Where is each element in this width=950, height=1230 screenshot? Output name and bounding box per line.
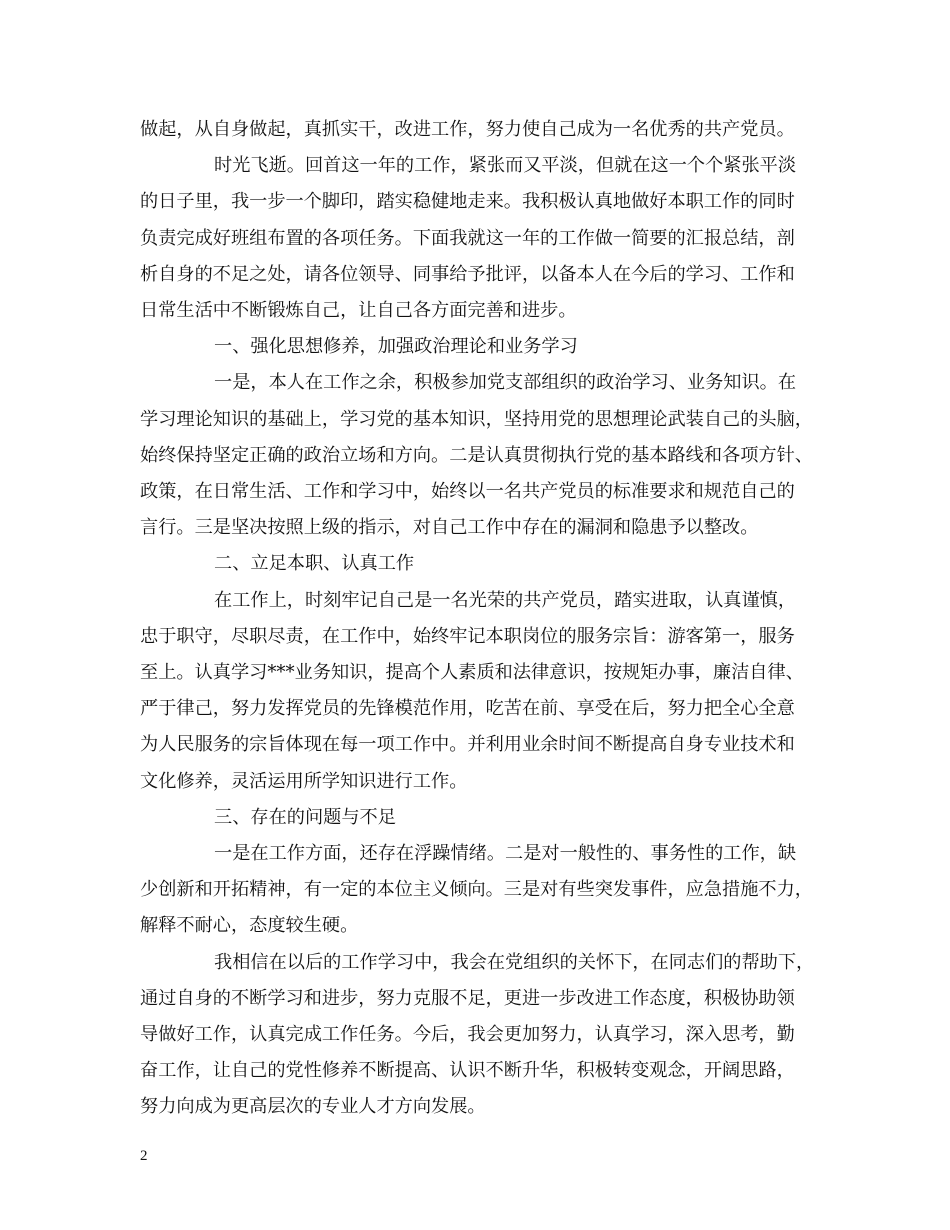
text-line: 为人民服务的宗旨体现在每一项工作中。并利用业余时间不断提高自身专业技术和: [140, 734, 795, 756]
text-line: 政策，在日常生活、工作和学习中，始终以一名共产党员的标准要求和规范自己的: [140, 481, 795, 502]
text-line: 一、强化思想修养，加强政治理论和业务学习: [214, 336, 578, 358]
text-line: 三、存在的问题与不足: [214, 806, 396, 828]
text-line: 文化修养，灵活运用所学知识进行工作。: [140, 770, 468, 792]
text-line: 二、立足本职、认真工作: [214, 553, 415, 575]
text-line: 言行。三是坚决按照上级的指示，对自己工作中存在的漏洞和隐患予以整改。: [140, 517, 759, 539]
text-line: 在工作上，时刻牢记自己是一名光荣的共产党员，踏实进取，认真谨慎，: [214, 589, 797, 611]
text-line: 导做好工作，认真完成工作任务。今后，我会更加努力，认真学习，深入思考，勤: [140, 1024, 795, 1045]
text-line: 少创新和开拓精神，有一定的本位主义倾向。三是对有些突发事件，应急措施不力，: [140, 879, 813, 901]
text-line: 至上。认真学习***业务知识，提高个人素质和法律意识，按规矩办事，廉洁自律、: [140, 662, 804, 683]
text-line: 负责完成好班组布置的各项任务。下面我就这一年的工作做一简要的汇报总结，剖: [140, 227, 795, 249]
text-line: 日常生活中不断锻炼自己，让自己各方面完善和进步。: [140, 300, 577, 321]
text-line: 努力向成为更高层次的专业人才方向发展。: [140, 1096, 486, 1118]
text-line: 的日子里，我一步一个脚印，踏实稳健地走来。我积极认真地做好本职工作的同时: [140, 191, 795, 213]
page-number: 2: [140, 1148, 148, 1164]
text-line: 一是在工作方面，还存在浮躁情绪。二是对一般性的、事务性的工作，缺: [214, 843, 797, 864]
text-line: 严于律己，努力发挥党员的先锋模范作用，吃苦在前、享受在后，努力把全心全意: [140, 698, 795, 720]
text-line: 时光飞逝。回首这一年的工作，紧张而又平淡，但就在这一个个紧张平淡: [214, 155, 797, 177]
text-line: 奋工作，让自己的党性修养不断提高、认识不断升华，积极转变观念，开阔思路，: [140, 1060, 795, 1082]
text-line: 通过自身的不断学习和进步，努力克服不足，更进一步改进工作态度，积极协助领: [140, 987, 795, 1009]
text-line: 忠于职守，尽职尽责，在工作中，始终牢记本职岗位的服务宗旨：游客第一，服务: [140, 625, 795, 647]
text-line: 析自身的不足之处，请各位领导、同事给予批评，以备本人在今后的学习、工作和: [140, 263, 795, 285]
text-line: 做起，从自身做起，真抓实干，改进工作，努力使自己成为一名优秀的共产党员。: [140, 119, 795, 140]
text-line: 我相信在以后的工作学习中，我会在党组织的关怀下，在同志们的帮助下，: [214, 951, 815, 973]
text-line: 解释不耐心，态度较生硬。: [140, 915, 359, 937]
text-line: 始终保持坚定正确的政治立场和方向。二是认真贯彻执行党的基本路线和各项方针、: [140, 444, 813, 466]
text-line: 学习理论知识的基础上，学习党的基本知识，坚持用党的思想理论武装自己的头脑，: [140, 408, 813, 430]
text-line: 一是，本人在工作之余，积极参加党支部组织的政治学习、业务知识。在: [214, 372, 797, 394]
